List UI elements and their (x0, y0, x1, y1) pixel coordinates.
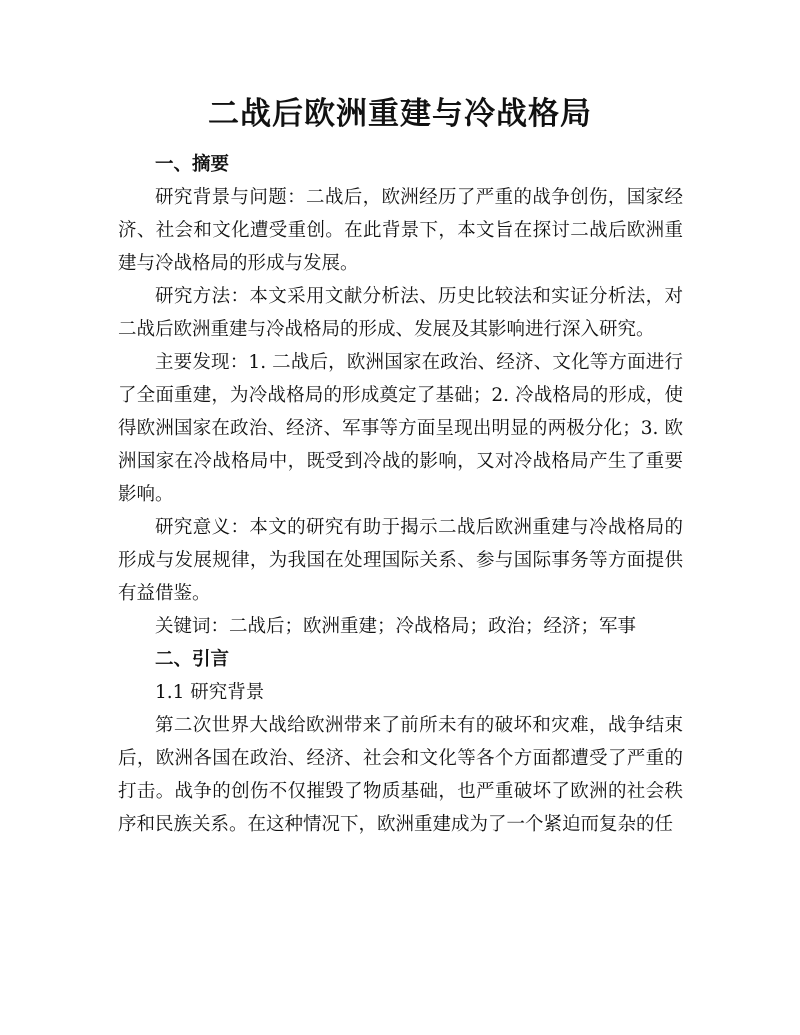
document-title: 二战后欧洲重建与冷战格局 (208, 96, 592, 132)
document-body (118, 148, 683, 841)
abstract-significance: 研究意义：本文的研究有助于揭示二战后欧洲重建与冷战格局的形成与发展规律，为我国在处理国际关系、参与国际事务等方面提供有益借鉴。 (118, 517, 683, 604)
abstract-heading: 一、摘要 (155, 154, 230, 175)
keywords: 关键词：二战后；欧洲重建；冷战格局；政治；经济；军事 (155, 616, 637, 637)
abstract-background: 研究背景与问题：二战后，欧洲经历了严重的战争创伤，国家经济、社会和文化遭受重创。在此背景下，本文旨在探讨二战后欧洲重建与冷战格局的形成与发展。 (118, 187, 683, 274)
abstract-methods: 研究方法：本文采用文献分析法、历史比较法和实证分析法，对二战后欧洲重建与冷战格局的形成、发展及其影响进行深入研究。 (118, 286, 683, 340)
intro-paragraph: 第二次世界大战给欧洲带来了前所未有的破坏和灾难，战争结束后，欧洲各国在政治、经济、社会和文化等各个方面都遭受了严重的打击。战争的创伤不仅摧毁了物质基础，也严重破坏了欧洲的社会秩序和民族关系。在这种情况下，欧洲重建成为了一个紧迫而复杂的任 (118, 715, 683, 835)
intro-heading: 二、引言 (155, 649, 230, 670)
abstract-findings: 主要发现：1. 二战后，欧洲国家在政治、经济、文化等方面进行了全面重建，为冷战格局的形成奠定了基础；2. 冷战格局的形成，使得欧洲国家在政治、经济、军事等方面呈现出明显的两极分化；3. 欧洲国家在冷战格局中，既受到冷战的影响，又对冷战格局产生了重要影响。 (118, 352, 683, 505)
intro-subheading: 1.1 研究背景 (155, 682, 265, 703)
